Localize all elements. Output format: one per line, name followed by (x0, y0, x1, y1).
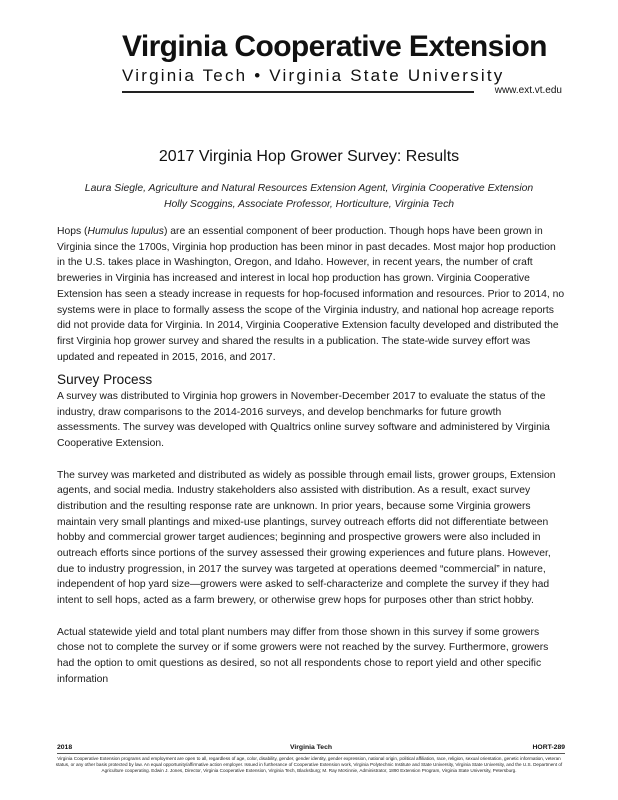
section-heading: Survey Process (57, 372, 153, 387)
masthead-rule (122, 91, 474, 93)
intro-text-start: Hops ( (57, 226, 88, 237)
masthead (122, 30, 562, 96)
footer-rule (57, 753, 565, 754)
body-paragraph: The survey was marketed and distributed as widely as possible through email lists, grower groups, Extension agents, and social media. Industry stakeholders also assisted with distribution. As a result, exact survey distribution and the resulting response rate are unknown. In prior years, because some Virginia growers maintain very small plantings and mixed-use plantings, survey outreach efforts did not differentiate between hobby and commercial grower target audiences; beginning and prospective growers were also included in outreach efforts since portions of the survey assessed their growing experiences and future plans. However, due to industry progression, in 2017 the survey was targeted at operations deemed “commercial” in nature, independent of hop yard size—growers were asked to self-characterize and complete the survey if they had intent to sell hops, acted as a farm brewery, or otherwise grew hops for purposes other than strict hobby. (57, 469, 556, 607)
author-line: Holly Scoggins, Associate Professor, Horticulture, Virginia Tech (163, 199, 455, 210)
authors-block (0, 181, 618, 213)
intro-paragraph (57, 224, 565, 365)
body-paragraph: Actual statewide yield and total plant numbers may differ from those shown in this survey if some growers chose not to complete the survey or if some growers were not reached by the survey. Furthermore, growers had the option to omit questions as desired, so not all respondents chose to report yield and other specific information (57, 626, 549, 685)
species-name: Humulus lupulus (87, 226, 164, 237)
masthead-subtitle: Virginia Tech • Virginia State University (122, 66, 505, 85)
author-line: Laura Siegle, Agriculture and Natural Resources Extension Agent, Virginia Cooperative Extension (84, 183, 534, 194)
intro-text-rest: ) are an essential component of beer production. Though hops have been grown in Virginia since the 1700s, Virginia hop production has been minor in past decades. Most major hop production in the U.S. takes place in Washington, Oregon, and Idaho. However, in recent years, the number of craft breweries in Virginia has increased and interest in local hop production has grown. Virginia Cooperative Extension has seen a steady increase in requests for hop-focused information and resources. Prior to 2014, no systems were in place to formally assess the scope of the Virginia industry, and national hop acreage reports did not provide data for Virginia. In 2014, Virginia Cooperative Extension faculty developed and distributed the first Virginia hop grower survey and shared the results in a publication. The state-wide survey effort was updated and repeated in 2015, 2016, and 2017. (57, 226, 565, 363)
body-paragraph: A survey was distributed to Virginia hop growers in November-December 2017 to evaluate the status of the industry, draw comparisons to the 2014-2016 surveys, and develop benchmarks for future growth assessments. The survey was developed with Qualtrics online survey software and administered by Virginia Cooperative Extension. (57, 391, 550, 450)
footer-disclaimer: Virginia Cooperative Extension programs and employment are open to all, regardless of age, color, disability, gender, gender identity, gender expression, national origin, political affiliation, race, religion, sexual orientation, genetic information, veteran status, or any other basis protected by law. An equal opportunity/affirmative action employer. Issued in furtherance of Cooperative Extension work, Virginia Polytechnic Institute and State University, Virginia State University, and the U.S. Department of Agriculture cooperating. Edwin J. Jones, Director, Virginia Cooperative Extension, Virginia Tech, Blacksburg; M. Ray McKinnie, Administrator, 1890 Extension Program, Virginia State University, Petersburg. (55, 756, 563, 774)
footer-publisher: Virginia Tech (289, 744, 333, 751)
survey-process-section (57, 389, 565, 703)
document-title: 2017 Virginia Hop Grower Survey: Results (158, 148, 460, 165)
footer-code: HORT-289 (532, 744, 565, 751)
masthead-url: www.ext.vt.edu (494, 85, 562, 96)
intro-section (57, 224, 565, 381)
footer-year: 2018 (57, 744, 73, 751)
masthead-title: Virginia Cooperative Extension (122, 30, 547, 63)
